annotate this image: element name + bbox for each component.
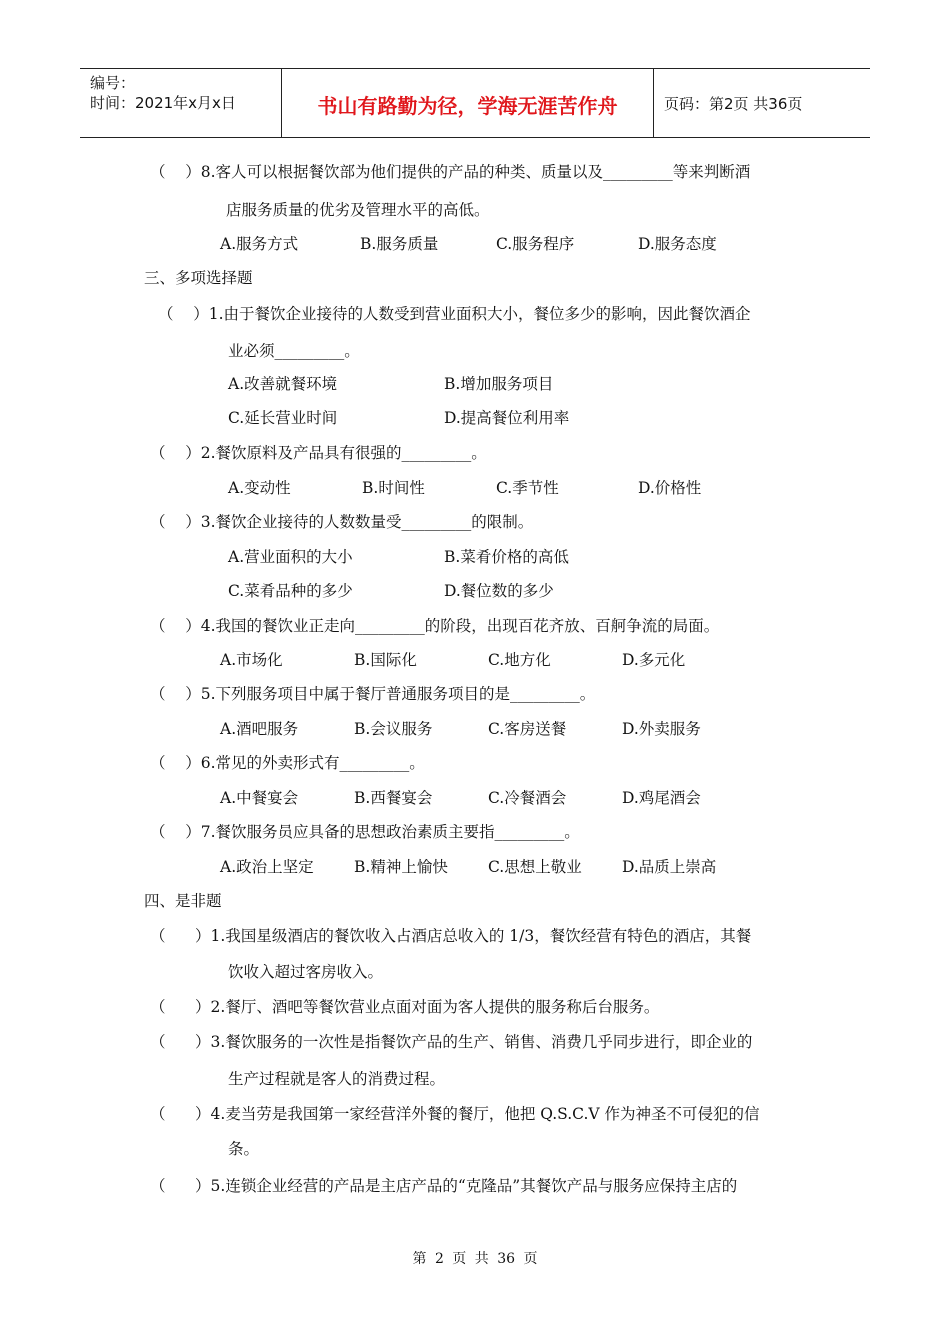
s3-q5-option-b: B.会议服务 — [354, 720, 433, 738]
time-label: 时间：2021年x月x日 — [90, 94, 236, 112]
s3-q2-line1: （ ）2.餐饮原料及产品具有很强的_________。 — [150, 444, 487, 462]
s3-q3-line1: （ ）3.餐饮企业接待的人数数量受_________的限制。 — [150, 513, 534, 531]
s3-q6-option-a: A.中餐宴会 — [220, 789, 299, 807]
page-footer: 第 2 页 共 36 页 — [412, 1251, 538, 1267]
s3-q7-option-b: B.精神上愉快 — [354, 858, 448, 876]
s4-q5-line1: （ ）5.连锁企业经营的产品是主店产品的“克隆品”其餐饮产品与服务应保持主店的 — [150, 1177, 738, 1195]
s3-q1-option-b: B.增加服务项目 — [444, 375, 554, 393]
s3-q1-line2: 业必须_________。 — [228, 342, 360, 360]
s3-q6-option-b: B.西餐宴会 — [354, 789, 433, 807]
s3-q6-option-c: C.冷餐酒会 — [488, 789, 567, 807]
s3-q6-option-d: D.鸡尾酒会 — [622, 789, 701, 807]
s3-q6-line1: （ ）6.常见的外卖形式有_________。 — [150, 754, 425, 772]
header-page-label: 页码：第2页 共36页 — [664, 94, 803, 113]
section4-title: 四、是非题 — [144, 892, 222, 910]
s4-q3-line2: 生产过程就是客人的消费过程。 — [228, 1070, 446, 1088]
q8-option-d: D.服务态度 — [638, 235, 717, 253]
s3-q7-option-c: C.思想上敬业 — [488, 858, 582, 876]
s3-q4-option-d: D.多元化 — [622, 651, 686, 669]
s3-q7-option-d: D.品质上崇高 — [622, 858, 717, 876]
s3-q2-option-b: B.时间性 — [362, 479, 425, 497]
s3-q5-line1: （ ）5.下列服务项目中属于餐厅普通服务项目的是_________。 — [150, 685, 596, 703]
s4-q4-line2: 条。 — [228, 1140, 260, 1158]
number-label: 编号： — [90, 74, 136, 92]
s4-q3-line1: （ ）3.餐饮服务的一次性是指餐饮产品的生产、销售、消费几乎同步进行，即企业的 — [150, 1033, 753, 1051]
s3-q1-line1: （ ）1.由于餐饮企业接待的人数受到营业面积大小，餐位多少的影响，因此餐饮酒企 — [158, 305, 751, 323]
s4-q1-line2: 饮收入超过客房收入。 — [228, 963, 384, 981]
s3-q7-option-a: A.政治上坚定 — [220, 858, 314, 876]
s3-q3-option-d: D.餐位数的多少 — [444, 582, 554, 600]
s3-q4-option-a: A.市场化 — [220, 651, 283, 669]
s3-q3-option-b: B.菜肴价格的高低 — [444, 548, 569, 566]
header-meta — [80, 69, 282, 137]
q8-option-b: B.服务质量 — [360, 235, 439, 253]
header-motto: 书山有路勤为径，学海无涯苦作舟 — [282, 69, 654, 137]
page-header — [80, 68, 870, 138]
s3-q5-option-c: C.客房送餐 — [488, 720, 567, 738]
s3-q1-option-a: A.改善就餐环境 — [228, 375, 338, 393]
s4-q2-line1: （ ）2.餐厅、酒吧等餐饮营业点面对面为客人提供的服务称后台服务。 — [150, 998, 660, 1016]
s3-q4-line1: （ ）4.我国的餐饮业正走向_________的阶段，出现百花齐放、百舸争流的局面。 — [150, 617, 720, 635]
s3-q2-option-d: D.价格性 — [638, 479, 702, 497]
s3-q2-option-c: C.季节性 — [496, 479, 559, 497]
s3-q5-option-a: A.酒吧服务 — [220, 720, 299, 738]
s3-q7-line1: （ ）7.餐饮服务员应具备的思想政治素质主要指_________。 — [150, 823, 580, 841]
q8-option-a: A.服务方式 — [220, 235, 299, 253]
s3-q1-option-d: D.提高餐位利用率 — [444, 409, 570, 427]
q8-option-c: C.服务程序 — [496, 235, 575, 253]
section3-title: 三、多项选择题 — [144, 269, 253, 287]
s3-q2-option-a: A.变动性 — [228, 479, 291, 497]
s3-q4-option-c: C.地方化 — [488, 651, 551, 669]
s3-q5-option-d: D.外卖服务 — [622, 720, 701, 738]
s3-q3-option-a: A.营业面积的大小 — [228, 548, 353, 566]
q8-line2: 店服务质量的优劣及管理水平的高低。 — [226, 201, 490, 219]
s4-q1-line1: （ ）1.我国星级酒店的餐饮收入占酒店总收入的 1/3，餐饮经营有特色的酒店，其餐 — [150, 927, 752, 945]
s3-q1-option-c: C.延长营业时间 — [228, 409, 338, 427]
q8-line1: （ ）8.客人可以根据餐饮部为他们提供的产品的种类、质量以及_________等来判断酒 — [150, 163, 751, 181]
s4-q4-line1: （ ）4.麦当劳是我国第一家经营洋外餐的餐厅，他把 Q.S.C.V 作为神圣不可侵犯的信 — [150, 1105, 760, 1123]
s3-q4-option-b: B.国际化 — [354, 651, 417, 669]
s3-q3-option-c: C.菜肴品种的多少 — [228, 582, 353, 600]
